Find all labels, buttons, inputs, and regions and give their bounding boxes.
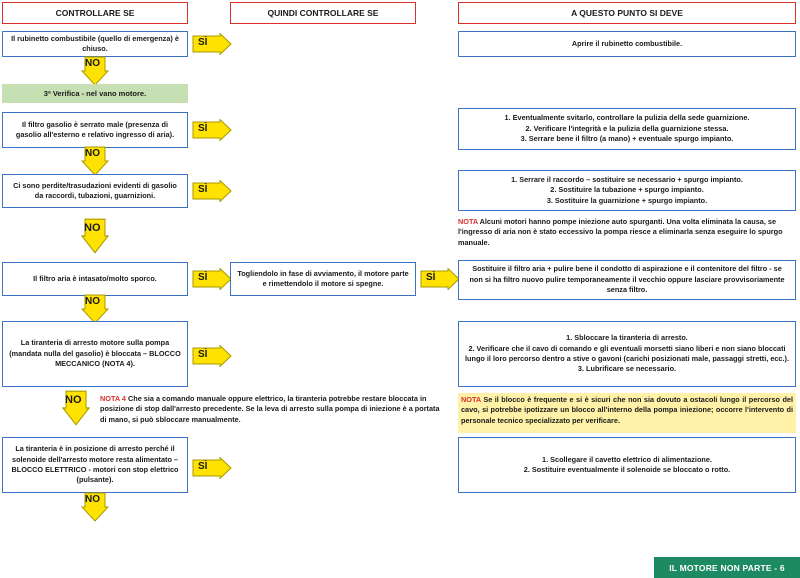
action-filtro-aria	[458, 260, 796, 300]
action-step: 3. Lubrificare se necessario.	[577, 364, 677, 374]
no-label: NO	[84, 222, 101, 234]
middle-text: Togliendolo in fase di avviamento, il motore parte e rimettendolo il motore si spegne.	[237, 268, 409, 288]
header-a-questo-punto	[458, 2, 796, 24]
check-perdite	[2, 174, 188, 208]
yes-label: SÌ	[198, 349, 208, 360]
yes-arrow	[192, 180, 232, 202]
check-blocco-elettrico	[2, 437, 188, 493]
check-text: La tiranteria è in posizione di arresto perché il solenoide dell'arresto motore resta alimentato – BLOCCO ELETTRICO - motori con stop elettrico (pulsante).	[11, 444, 179, 485]
action-step: 3. Serrare bene il filtro (a mano) + eventuale spurgo impianto.	[520, 134, 734, 144]
no-arrow	[62, 390, 90, 426]
action-step: 2. Verificare l'integrità e la pulizia della guarnizione stessa.	[525, 123, 729, 133]
no-arrow	[81, 492, 109, 522]
verifica-banner	[2, 84, 188, 103]
note-text: Se il blocco è frequente e si è sicuri che non sia dovuto a ostacoli lungo il percorso del cavo, si potrebbe ipotizzare un blocco all'interno della pompa iniezione; occorre l'intervento di personale tecnico specializzato per verificare.	[461, 395, 793, 425]
page-footer	[654, 557, 800, 578]
note-text: Alcuni motori hanno pompe iniezione auto spurganti. Una volta eliminata la causa, se l'ingresso di aria non è stato eccessivo la pompa riesce a eliminarla senza eseguire lo spurgo manuale.	[458, 217, 783, 247]
action-text: Sostituire il filtro aria + pulire bene il condotto di aspirazione e il contenitore del filtro - se non si ha filtro nuovo pulire temporaneamente il vecchio oppure lasciare provvisoriamente senza filtro.	[469, 264, 785, 295]
action-step: 1. Eventualmente svitarlo, controllare la pulizia della sede guarnizione.	[504, 113, 750, 123]
check-text: Il rubinetto combustibile (quello di emergenza) è chiuso.	[11, 33, 179, 53]
action-step: 3. Sostituire la guarnizione + spurgo impianto.	[546, 195, 708, 205]
yes-arrow	[420, 268, 460, 290]
note-label: NOTA	[458, 217, 478, 226]
no-arrow	[81, 56, 109, 86]
action-step: 2. Sostituire la tubazione + spurgo impianto.	[550, 185, 704, 195]
yes-label: SÌ	[198, 37, 208, 48]
header-label: CONTROLLARE SE	[55, 8, 135, 18]
no-label: NO	[85, 296, 100, 307]
yes-arrow	[192, 268, 232, 290]
header-controllare-se	[2, 2, 188, 24]
no-arrow	[81, 146, 109, 176]
no-label: NO	[85, 494, 100, 505]
note-4	[100, 394, 445, 434]
actions-filtro-gasolio	[458, 108, 796, 150]
no-label: NO	[85, 58, 100, 69]
check-text: La tiranteria di arresto motore sulla pompa (mandata nulla del gasolio) è bloccata – BLOCCO MECCANICO (NOTA 4).	[9, 338, 181, 369]
yes-arrow	[192, 33, 232, 55]
check-text: Il filtro aria è intasato/molto sporco.	[33, 273, 157, 283]
check-tiranteria-bloccata	[2, 321, 188, 387]
yes-label: SÌ	[426, 272, 436, 283]
check-text: Il filtro gasolio è serrato male (presenza di gasolio all'esterno e relativo ingresso di aria).	[15, 119, 175, 139]
yes-label: SÌ	[198, 272, 208, 283]
action-step: 1. Serrare il raccordo – sostituire se necessario + spurgo impianto.	[511, 174, 743, 184]
action-step: 2. Verificare che il cavo di comando e gli eventuali morsetti siano liberi e non siano bloccati lungo il loro percorso dentro a stive o gavoni (carichi posizionati male, passaggi stretti, ecc.).	[465, 343, 789, 363]
check-rubinetto	[2, 31, 188, 57]
middle-check-filtro-aria	[230, 262, 416, 296]
yes-arrow	[192, 457, 232, 479]
note-text: Che sia a comando manuale oppure elettrico, la tiranteria potrebbe restare bloccata in posizione di stop dall'arresto precedente. Se la leva di arresto sulla pompa di iniezione è a portata di mano, si può sbloccare manualmente.	[100, 394, 440, 424]
check-text: Ci sono perdite/trasudazioni evidenti di gasolio da raccordi, tubazioni, guarnizioni.	[13, 180, 177, 200]
footer-label: IL MOTORE NON PARTE - 6	[669, 562, 785, 573]
header-quindi-controllare-se	[230, 2, 416, 24]
action-text: Aprire il rubinetto combustibile.	[571, 38, 683, 48]
note-label: NOTA 4	[100, 394, 126, 403]
note-autospurganti	[458, 217, 796, 251]
actions-perdite	[458, 170, 796, 211]
note-label: NOTA	[461, 395, 481, 404]
action-step: 2. Sostituire eventualmente il solenoide se bloccato o rotto.	[523, 465, 731, 474]
action-aprire-rubinetto	[458, 31, 796, 57]
yes-label: SÌ	[198, 123, 208, 134]
no-label: NO	[65, 394, 82, 406]
action-step: 1. Scollegare il cavetto elettrico di alimentazione.	[542, 454, 712, 464]
actions-tiranteria	[458, 321, 796, 387]
check-filtro-aria	[2, 262, 188, 296]
no-label: NO	[85, 148, 100, 159]
yes-label: SÌ	[198, 184, 208, 195]
check-filtro-gasolio	[2, 112, 188, 148]
verifica-label: 3ª Verifica - nel vano motore.	[43, 89, 147, 98]
yes-arrow	[192, 345, 232, 367]
yes-arrow	[192, 119, 232, 141]
no-arrow	[81, 294, 109, 324]
header-label: A QUESTO PUNTO SI DEVE	[571, 8, 683, 18]
yes-label: SÌ	[198, 461, 208, 472]
note-blocco-frequente	[458, 393, 796, 433]
header-label: QUINDI CONTROLLARE SE	[267, 8, 379, 18]
no-arrow	[81, 218, 109, 254]
action-step: 1. Sbloccare la tiranteria di arresto.	[566, 333, 688, 343]
actions-blocco-elettrico	[458, 437, 796, 493]
